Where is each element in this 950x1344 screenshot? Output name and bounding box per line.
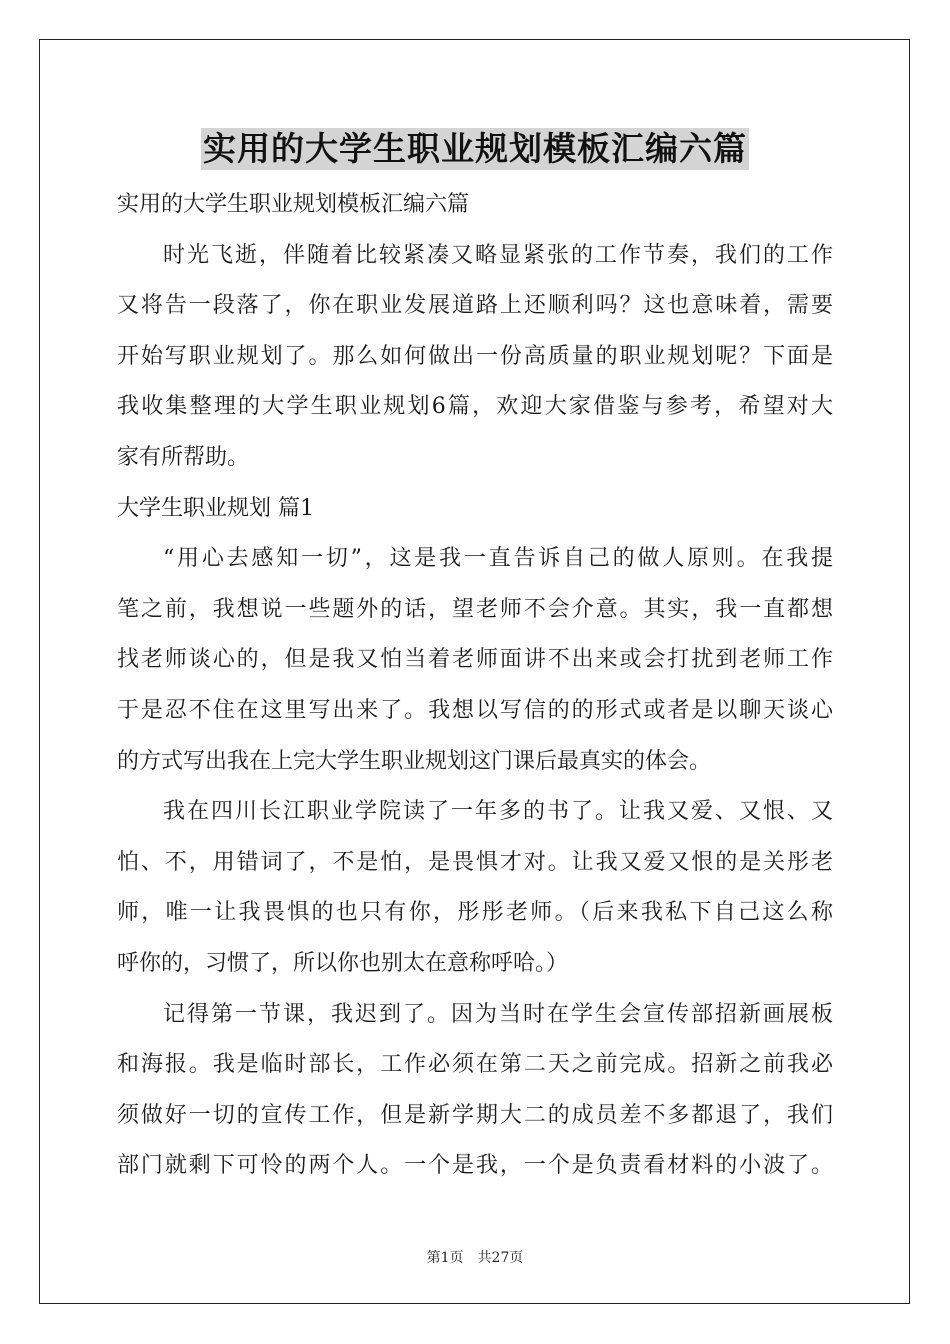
document-body: [117, 180, 833, 1192]
paragraph-line: 部门就剩下可怜的两个人。一个是我，一个是负责看材料的小波了。: [117, 1153, 833, 1179]
page-footer: [0, 1247, 950, 1267]
paragraph-line: 的方式写出我在上完大学生职业规划这门课后最真实的体会。: [117, 748, 712, 774]
paragraph-line: 我在四川长江职业学院读了一年多的书了。让我又爱、又恨、又: [163, 799, 833, 825]
paragraph-line: 和海报。我是临时部长，工作必须在第二天之前完成。招新之前我必: [117, 1052, 833, 1078]
paragraph-line: 呼你的，习惯了，所以你也别太在意称呼哈。）: [117, 950, 569, 976]
document-subtitle: 实用的大学生职业规划模板汇编六篇: [117, 192, 470, 217]
intro-line: 家有所帮助。: [117, 444, 250, 470]
paragraph-line: 笔之前，我想说一些题外的话，望老师不会介意。其实，我一直都想: [117, 596, 833, 622]
paragraph-line: 师，唯一让我畏惧的也只有你，彤彤老师。（后来我私下自己这么称: [117, 900, 833, 926]
document-title: [0, 128, 950, 170]
paragraph-line: 找老师谈心的，但是我又怕当着老师面讲不出来或会打扰到老师工作: [117, 647, 833, 673]
paragraph-3: [117, 990, 833, 1192]
intro-paragraph: [117, 231, 833, 484]
page-number: 第1页 共27页: [426, 1250, 524, 1266]
paragraph-line: 记得第一节课，我迟到了。因为当时在学生会宣传部招新画展板: [163, 1001, 833, 1027]
document-title-text: 实用的大学生职业规划模板汇编六篇: [203, 129, 747, 168]
intro-line: 我收集整理的大学生职业规划6篇，欢迎大家借鉴与参考，希望对大: [117, 394, 833, 420]
intro-line: 又将告一段落了，你在职业发展道路上还顺利吗？这也意味着，需要: [117, 293, 833, 319]
paragraph-line: 怕、不，用错词了，不是怕，是畏惧才对。让我又爱又恨的是关彤老: [117, 849, 833, 875]
paragraph-2: [117, 787, 833, 989]
paragraph-line: 须做好一切的宣传工作，但是新学期大二的成员差不多都退了，我们: [117, 1102, 833, 1128]
intro-line: 时光飞逝，伴随着比较紧凑又略显紧张的工作节奏，我们的工作: [163, 242, 833, 268]
paragraph-line: 于是忍不住在这里写出来了。我想以写信的的形式或者是以聊天谈心: [117, 697, 833, 723]
paragraph-line: “用心去感知一切”，这是我一直告诉自己的做人原则。在我提: [163, 546, 833, 572]
intro-line: 开始写职业规划了。那么如何做出一份高质量的职业规划呢？下面是: [117, 343, 833, 369]
section-heading: 大学生职业规划 篇1: [117, 495, 314, 521]
paragraph-1: [117, 534, 833, 787]
